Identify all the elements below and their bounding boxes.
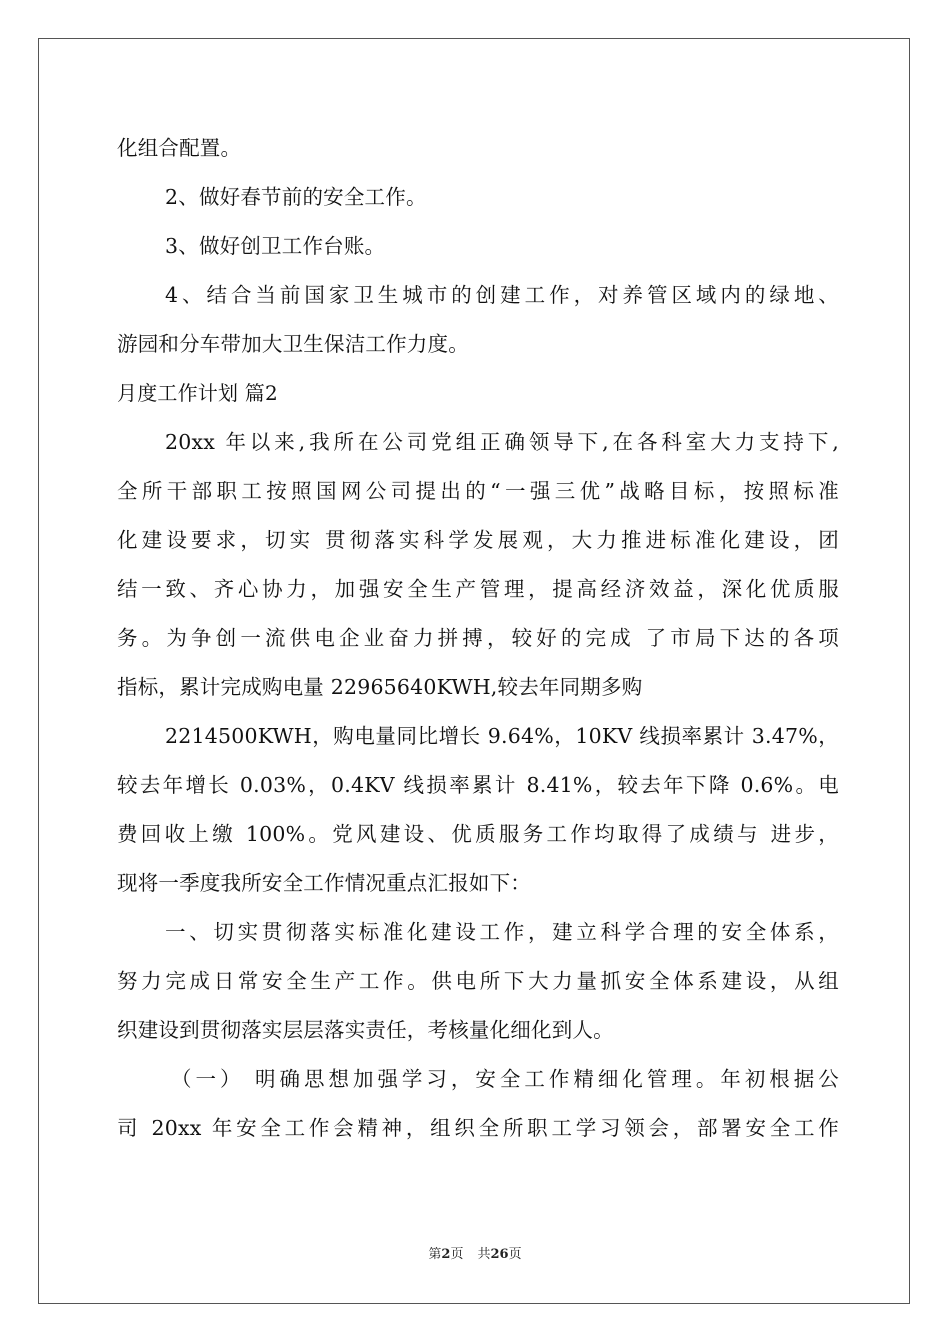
document-body	[117, 128, 839, 1157]
total-prefix: 共	[477, 1247, 491, 1262]
paragraph-line: 较去年增长 0.03%，0.4KV 线损率累计 8.41%，较去年下降 0.6%。电	[117, 773, 839, 797]
paragraph-line: 现将一季度我所安全工作情况重点汇报如下：	[117, 871, 531, 895]
paragraph-line: 指标，累计完成购电量 22965640KWH,较去年同期多购	[117, 675, 643, 699]
paragraph-line: 2214500KWH，购电量同比增长 9.64%，10KV 线损率累计 3.47%，	[165, 724, 839, 748]
total-unit: 页	[508, 1247, 522, 1262]
page-unit: 页	[450, 1247, 464, 1262]
section-heading: 月度工作计划 篇2	[117, 381, 278, 405]
page-prefix: 第	[428, 1247, 442, 1262]
paragraph-line: 一、切实贯彻落实标准化建设工作，建立科学合理的安全体系，	[165, 920, 839, 944]
paragraph-line: 织建设到贯彻落实层层落实责任，考核量化细化到人。	[117, 1018, 614, 1042]
paragraph-line: 20xx 年以来,我所在公司党组正确领导下,在各科室大力支持下,	[165, 430, 839, 454]
paragraph-line: 游园和分车带加大卫生保洁工作力度。	[117, 332, 469, 356]
page-number-footer	[0, 1245, 950, 1265]
paragraph-line: 全所干部职工按照国网公司提出的“一强三优”战略目标，按照标准	[117, 479, 839, 503]
paragraph-line: 务。为争创一流供电企业奋力拼搏，较好的完成 了市局下达的各项	[117, 626, 839, 650]
total-page-count: 26	[490, 1247, 509, 1262]
current-page-number: 2	[441, 1247, 451, 1262]
paragraph-line: 努力完成日常安全生产工作。供电所下大力量抓安全体系建设，从组	[117, 969, 839, 993]
list-item-3: 3、做好创卫工作台账。	[165, 234, 386, 258]
list-item-4: 4、结合当前国家卫生城市的创建工作，对养管区域内的绿地、	[165, 283, 839, 307]
paragraph-line: 司 20xx 年安全工作会精神，组织全所职工学习领会，部署安全工作	[117, 1116, 839, 1140]
paragraph-line: 结一致、齐心协力，加强安全生产管理，提高经济效益，深化优质服	[117, 577, 839, 601]
paragraph-line: 化组合配置。	[117, 136, 242, 160]
list-item-2: 2、做好春节前的安全工作。	[165, 185, 427, 209]
paragraph-line: 费回收上缴 100%。党风建设、优质服务工作均取得了成绩与 进步，	[117, 822, 839, 846]
paragraph-line: 化建设要求，切实 贯彻落实科学发展观，大力推进标准化建设，团	[117, 528, 839, 552]
subsection-line: （一） 明确思想加强学习，安全工作精细化管理。年初根据公	[171, 1067, 839, 1091]
